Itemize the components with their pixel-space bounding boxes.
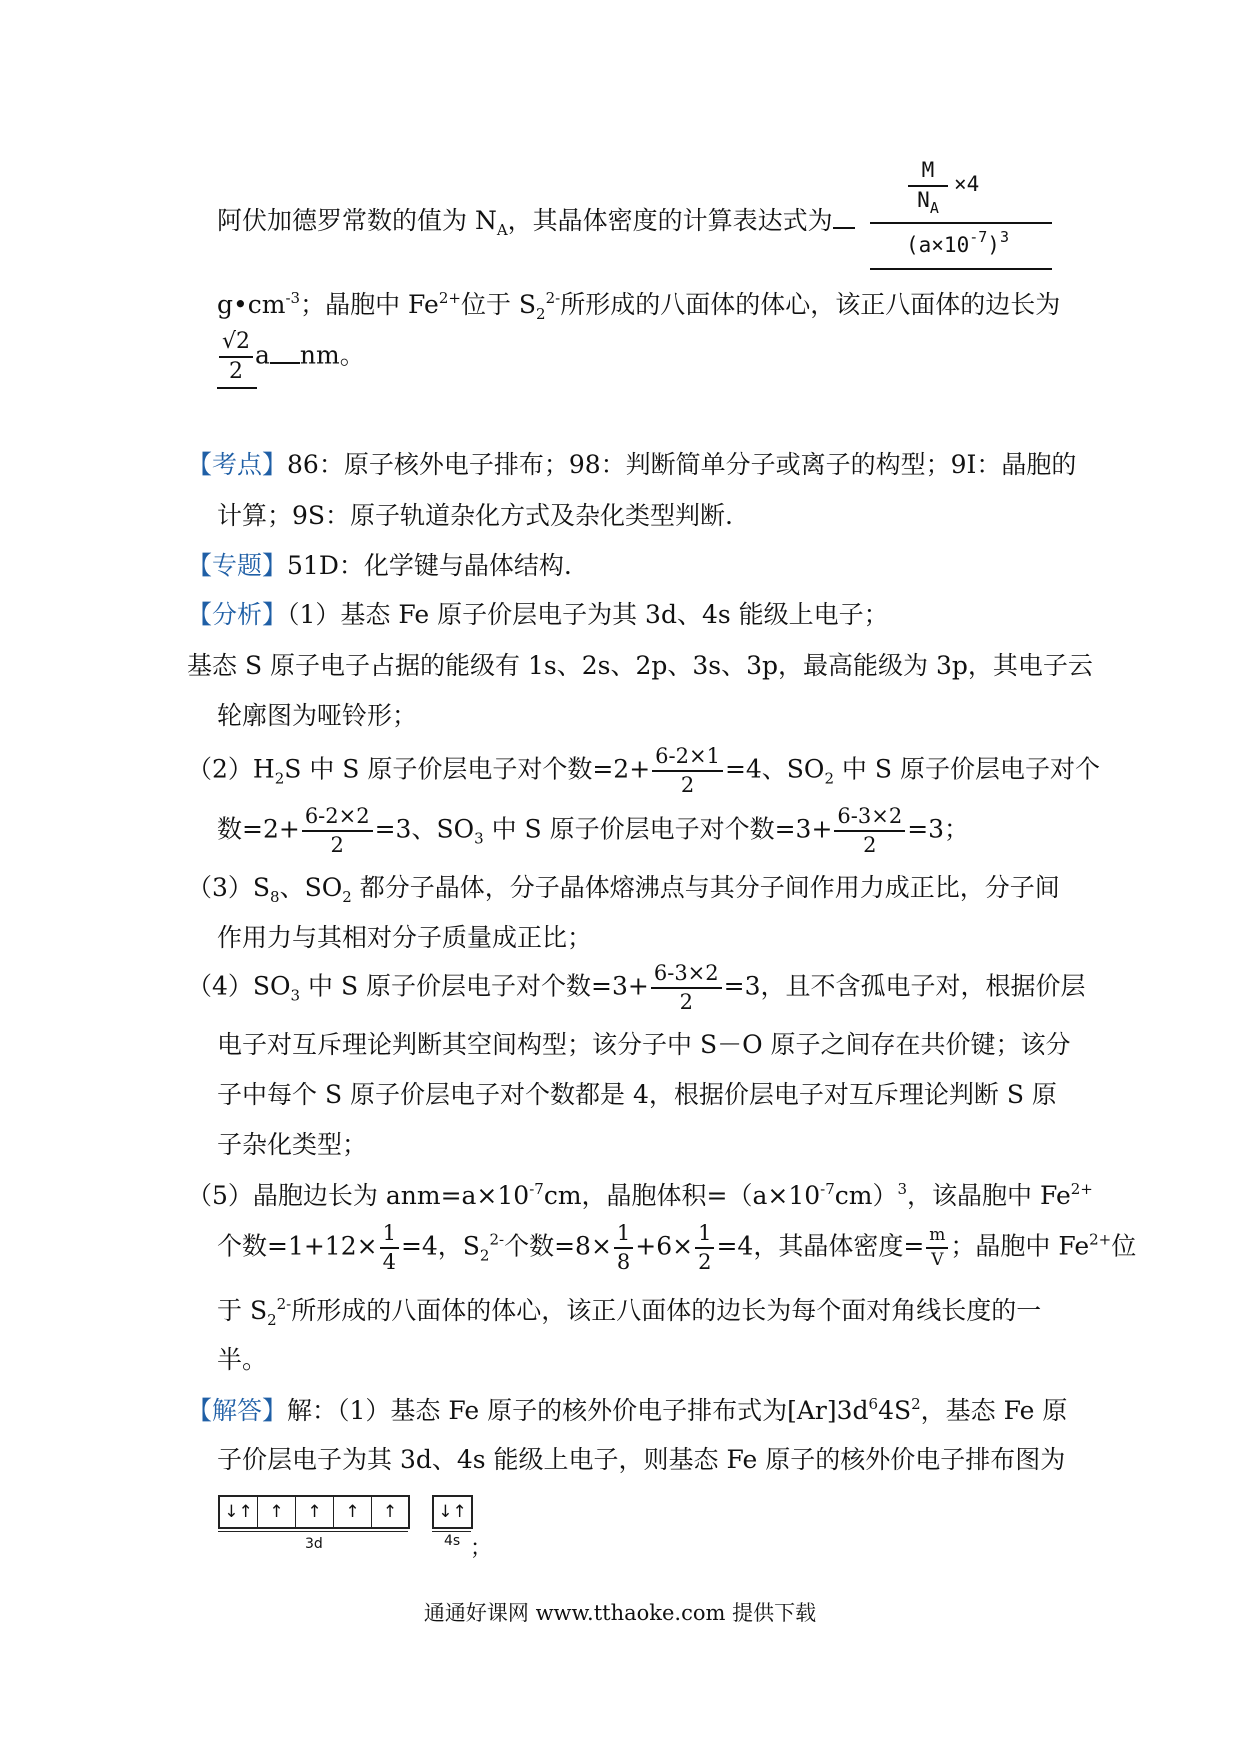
fenxi-text: 基态 S 原子电子占据的能级有 1s、2s、2p、3s、3p，最高能级为 3p，其电子云 [187,651,1093,680]
kaodian-text: 计算；9S：原子轨道杂化方式及杂化类型判断. [217,501,733,530]
subscript: 2 [342,888,352,906]
zhuanti-text: 51D：化学键与晶体结构. [287,551,572,580]
fraction-denominator: V [931,1250,944,1271]
superscript: 2+ [438,289,461,307]
formula-times4 [954,174,979,195]
subscript: 2 [479,1246,490,1265]
fraction [652,745,723,797]
orbital-end-punct: ； [470,1536,493,1561]
text-segment: 中 S 原子价层电子对个 [833,754,1100,784]
fraction-denominator: 8 [616,1250,631,1275]
zhuanti-line [187,553,572,578]
fenxi-tag: 【分析】 [187,600,288,629]
orbital-3d-box [218,1495,410,1529]
jieda-line-1 [187,1397,1067,1423]
fenxi-line-5 [217,805,969,857]
jieda-line-2 [217,1447,1065,1472]
text-segment: 都分子晶体，分子晶体熔沸点与其分子间作用力成正比，分子间 [351,873,1060,902]
fraction [926,1226,948,1269]
fraction-denominator: 2 [863,833,877,858]
kaodian-text: 86：原子核外电子排布；98：判断简单分子或离子的构型；9I：晶胞的 [287,450,1077,479]
text-segment: 解：（1）基态 Fe 原子的核外价电子排布式为[Ar]3d [287,1396,869,1425]
text-segment: g•cm [217,290,286,319]
fenxi-text: （1）基态 Fe 原子价层电子为其 3d、4s 能级上电子； [287,600,889,629]
fraction-denominator: 2 [679,990,693,1015]
subscript: A [929,199,939,217]
superscript: -7 [820,1180,835,1198]
orbital-3d-bracket [218,1531,408,1532]
text-segment: S 中 S 原子价层电子对个数=2+ [284,754,651,784]
formula-na-text: N [917,188,930,212]
fraction [651,962,722,1014]
sqrt2-over-2-fraction [219,330,253,384]
fenxi-line-2 [187,653,1093,678]
text-segment: cm，晶胞体积=（a×10 [543,1181,821,1210]
text-segment: （4）SO [187,971,291,1001]
superscript: -3 [285,289,301,307]
fraction-numerator: 6-2×1 [652,745,723,772]
fenxi-text: 半。 [217,1345,268,1374]
fraction-denominator: 2 [229,359,243,385]
fraction-numerator: m [926,1226,948,1249]
text-segment: 个数=8× [504,1231,612,1261]
edge-length-answer [217,330,365,384]
text-segment: 中 S 原子价层电子对个数=3+ [300,971,649,1001]
text-segment: =4、SO [724,754,825,784]
text-segment: 于 S [217,1296,268,1325]
fraction [834,805,905,857]
superscript: 3 [897,1180,908,1198]
text-segment: 位 [1111,1231,1137,1261]
formula-den-text: (a×10 [906,233,970,257]
superscript: 2+ [1070,1180,1093,1198]
subscript: 2 [274,769,285,788]
fraction-denominator: 2 [698,1250,712,1275]
text-segment: =3； [907,814,970,844]
superscript: 6 [868,1395,879,1413]
orbital-4s-cell: ↓↑ [438,1502,467,1522]
formula-main-bar [870,222,1052,224]
subscript: 2 [536,305,546,323]
orbital-3d-cell-4: ↑ [334,1497,372,1527]
text-segment: +6× [635,1231,694,1261]
formula-inner-bar [908,185,948,187]
fenxi-line-10 [217,1082,1057,1107]
superscript: 2- [545,289,561,307]
kaodian-line-2 [217,503,733,528]
superscript: 2- [276,1295,292,1313]
formula-m-text: M [921,158,935,182]
text-segment: 4S [878,1396,912,1425]
superscript: -7 [969,228,988,246]
fenxi-line-12 [187,1182,1093,1208]
fenxi-line-9 [217,1032,1071,1057]
orbital-3d-cell-3: ↑ [296,1497,334,1527]
fenxi-text: 作用力与其相对分子质量成正比； [217,923,593,952]
text-segment: ，其晶体密度的计算表达式为 [507,206,833,235]
subscript: 2 [824,769,834,788]
text-segment: =4，其晶体密度= [716,1231,925,1261]
page-footer: 通通好课网 www.tthaoke.com 提供下载 [423,1601,817,1625]
fenxi-text: 轮廓图为哑铃形； [217,701,418,730]
subscript: 3 [290,986,301,1005]
fenxi-text: 电子对互斥理论判断其空间构型；该分子中 S－O 原子之间存在共价键；该分 [217,1030,1071,1059]
kaodian-line-1 [187,452,1076,477]
fraction [695,1222,714,1274]
orbital-4s-bracket [432,1531,471,1532]
orbital-4s-label: 4s [444,1533,461,1549]
text-segment: 位于 S [460,290,537,319]
subscript: A [496,221,508,239]
text-segment: 所形成的八面体的体心，该正八面体的边长为每个面对角线长度的一 [291,1296,1042,1325]
orbital-3d-cell-5: ↑ [382,1502,398,1522]
text-segment: （2）H [187,754,275,784]
fraction-numerator: 1 [614,1222,633,1249]
fraction-numerator: 1 [695,1222,714,1249]
superscript: 2- [489,1230,505,1249]
text-segment: （5）晶胞边长为 anm=a×10 [187,1181,530,1210]
text-segment: ；晶胞中 Fe [950,1231,1090,1261]
edge-a: a [255,340,270,370]
kaodian-tag: 【考点】 [187,450,288,479]
formula-denominator [906,230,1009,256]
jieda-text: 子价层电子为其 3d、4s 能级上电子，则基态 Fe 原子的核外价电子排布图为 [217,1445,1066,1474]
fraction-denominator: 4 [382,1250,396,1275]
fraction [614,1222,633,1274]
text-segment: 所形成的八面体的体心，该正八面体的边长为 [560,290,1061,319]
fenxi-line-1 [187,602,889,627]
text-segment: 数=2+ [217,814,300,844]
text-segment: =3、SO [374,814,475,844]
fraction-numerator: 6-2×2 [302,805,373,832]
fenxi-line-13 [217,1222,1136,1274]
subscript: 2 [267,1311,277,1329]
jieda-tag: 【解答】 [187,1396,288,1425]
formula-times4-text: ×4 [954,172,980,196]
fraction-numerator: 6-3×2 [651,962,722,989]
fenxi-line-11 [217,1132,367,1157]
superscript: -7 [529,1180,544,1198]
text-segment: cm） [834,1181,898,1210]
superscript: 3 [999,228,1009,246]
fenxi-line-8 [187,962,1086,1014]
text-segment: ；晶胞中 Fe [300,290,439,319]
fenxi-line-14 [217,1297,1041,1328]
answer-underline [217,387,257,389]
edge-unit: nm。 [299,340,365,370]
orbital-3d-label: 3d [305,1536,323,1552]
fenxi-line-3 [217,703,417,728]
fraction-numerator: 6-3×2 [834,805,905,832]
text-segment: ，该晶胞中 Fe [907,1181,1071,1210]
fenxi-text: 子中每个 S 原子价层电子对个数都是 4，根据价层电子对互斥理论判断 S 原 [217,1080,1057,1109]
formula-na [908,190,948,216]
orbital-4s-box [432,1495,473,1529]
superscript: 2 [911,1395,921,1413]
blank-underline [833,227,855,229]
formula-m [908,160,948,181]
fraction-numerator: 1 [380,1222,399,1249]
text-segment: 个数=1+12× [217,1231,378,1261]
fraction-numerator: √2 [219,330,253,358]
fraction [380,1222,399,1274]
text-segment: ，基态 Fe 原 [920,1396,1068,1425]
text-segment: =3，且不含孤电子对，根据价层 [723,971,1086,1001]
subscript: 8 [270,888,280,906]
fenxi-line-4 [187,745,1100,797]
text-segment: =4，S [400,1231,480,1261]
text-segment: 中 S 原子价层电子对个数=3+ [483,814,833,844]
superscript: 2+ [1089,1230,1112,1249]
fenxi-text: 子杂化类型； [217,1130,368,1159]
fenxi-line-15 [217,1347,267,1372]
text-line-1 [217,208,855,238]
text-segment: 、SO [279,873,343,902]
orbital-3d-cell-1: ↓↑ [220,1497,258,1527]
fraction [302,805,373,857]
orbital-3d-cell-2: ↑ [258,1497,296,1527]
fenxi-line-7 [217,925,592,950]
subscript: 3 [474,829,484,848]
text-line-2 [217,291,1060,322]
formula-den-close: ) [987,233,1000,257]
text-segment: （3）S [187,873,271,902]
zhuanti-tag: 【专题】 [187,551,288,580]
fenxi-line-6 [187,875,1060,905]
fraction-denominator: 2 [330,833,344,858]
blank-underline [270,362,300,364]
text-segment: 阿伏加德罗常数的值为 N [217,206,497,235]
fraction-denominator: 2 [680,773,695,798]
